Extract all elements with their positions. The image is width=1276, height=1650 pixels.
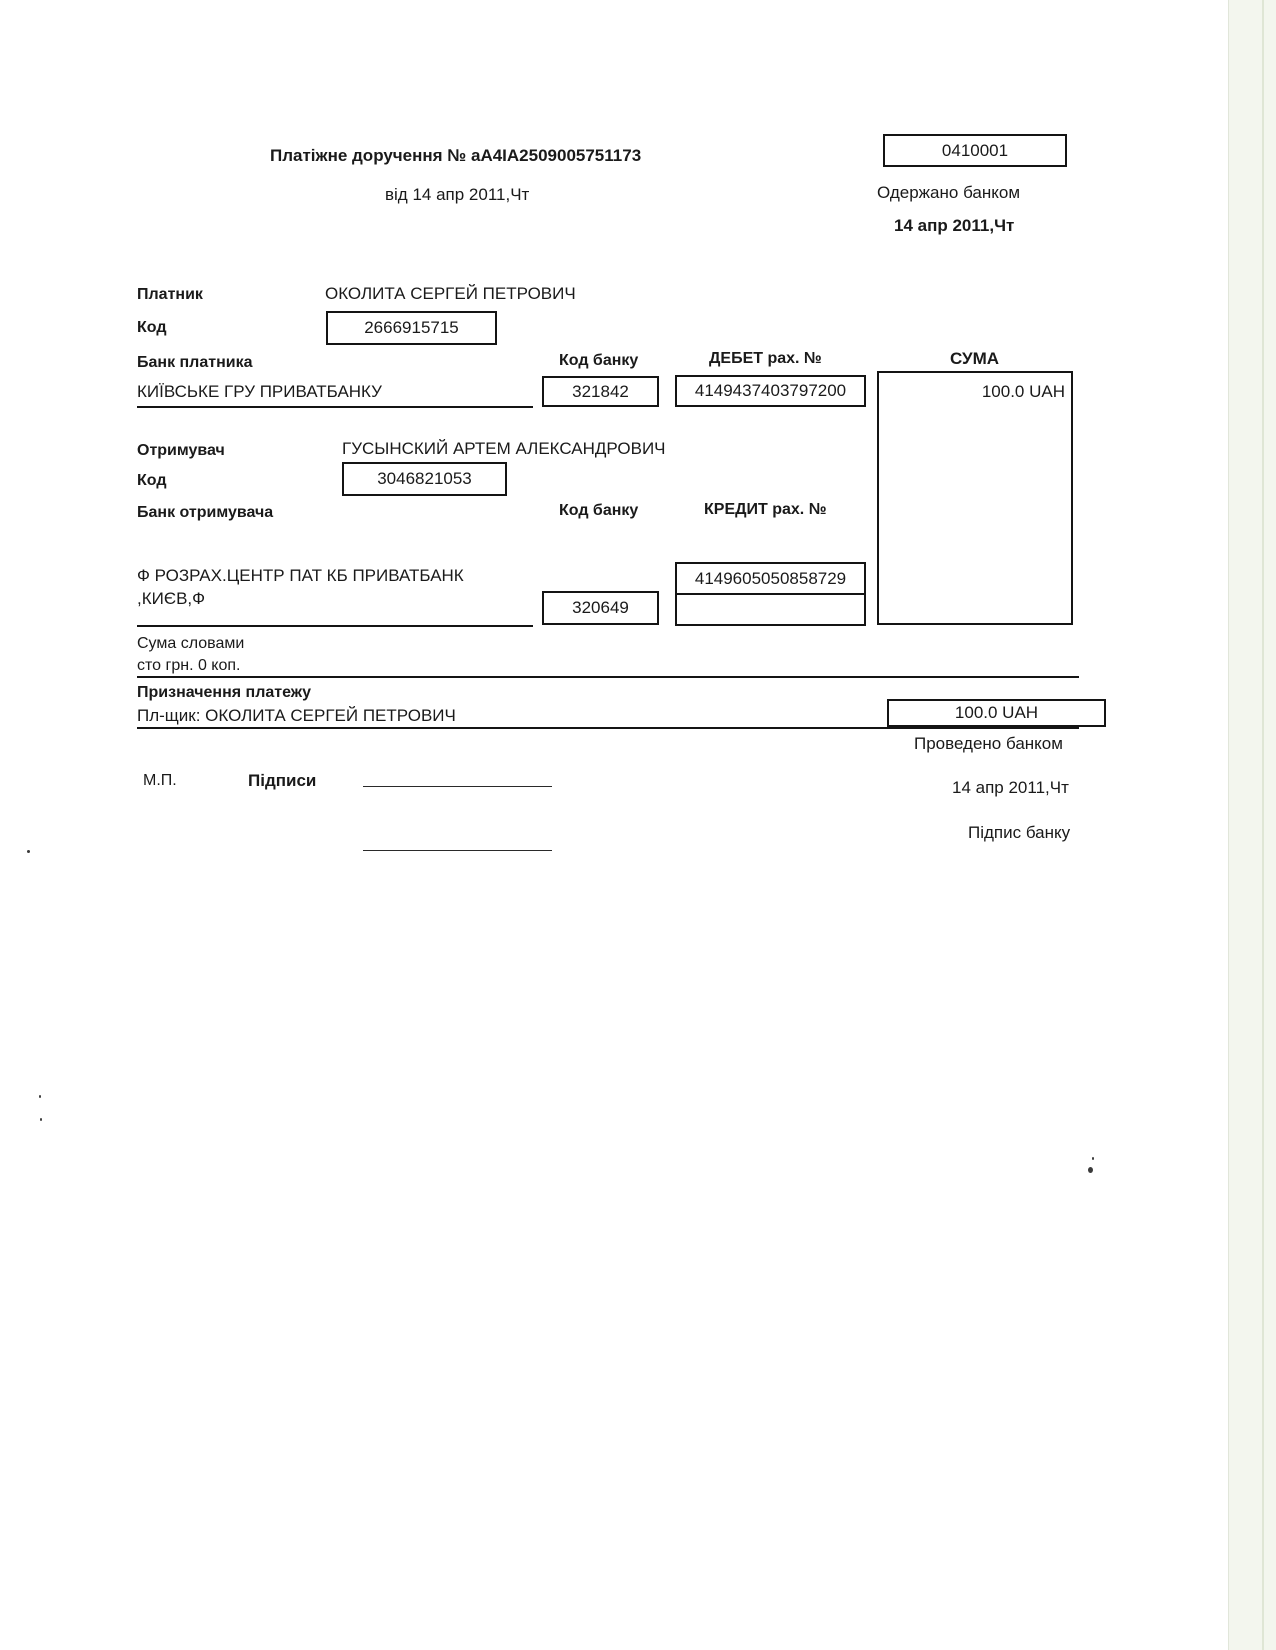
purpose-amount-box: 100.0 UAH	[887, 699, 1106, 727]
document-date: від 14 апр 2011,Чт	[385, 185, 530, 204]
scan-speck	[27, 850, 30, 853]
stamp-label: М.П.	[143, 772, 177, 789]
payer-code-label: Код	[137, 319, 167, 336]
credit-account-box: 4149605050858729	[675, 562, 866, 595]
signatures-label: Підписи	[248, 771, 317, 790]
sum-in-words-value: сто грн. 0 коп.	[137, 657, 241, 674]
purpose-value: Пл-щик: ОКОЛИТА СЕРГЕЙ ПЕТРОВИЧ	[137, 706, 456, 725]
amount-label: СУМА	[950, 349, 1000, 368]
scan-edge	[1228, 0, 1276, 1650]
recipient-code-label: Код	[137, 472, 167, 489]
recipient-bank-code-label: Код банку	[559, 502, 639, 519]
scan-speck	[1092, 1157, 1094, 1160]
recipient-bank-name-line1: Ф РОЗРАХ.ЦЕНТР ПАТ КБ ПРИВАТБАНК	[137, 566, 464, 585]
purpose-underline	[137, 727, 1079, 729]
purpose-label: Призначення платежу	[137, 684, 312, 701]
received-date: 14 апр 2011,Чт	[894, 216, 1015, 235]
sum-in-words-label: Сума словами	[137, 635, 245, 652]
scan-edge-line	[1262, 0, 1264, 1650]
payer-bank-code-label: Код банку	[559, 352, 639, 369]
processed-date: 14 апр 2011,Чт	[952, 778, 1069, 797]
debit-account-label: ДЕБЕТ рах. №	[709, 350, 822, 367]
processed-by-bank-label: Проведено банком	[914, 734, 1063, 753]
signature-line-1	[363, 786, 552, 787]
document-title: Платіжне доручення № аА4ІА2509005751173	[270, 146, 642, 165]
recipient-code-box: 3046821053	[342, 462, 507, 496]
payer-code-box: 2666915715	[326, 311, 497, 345]
scan-speck	[40, 1118, 42, 1121]
amount-value: 100.0 UAH	[981, 382, 1065, 401]
signature-line-2	[363, 850, 552, 851]
payer-bank-underline	[137, 406, 533, 408]
scan-speck	[1088, 1167, 1093, 1173]
amount-box	[877, 371, 1073, 625]
recipient-bank-underline	[137, 625, 533, 627]
payer-bank-name: КИЇВСЬКЕ ГРУ ПРИВАТБАНКУ	[137, 382, 382, 401]
received-by-bank-label: Одержано банком	[877, 183, 1021, 202]
recipient-name: ГУСЫНСКИЙ АРТЕМ АЛЕКСАНДРОВИЧ	[342, 439, 666, 458]
payer-bank-code-box: 321842	[542, 376, 659, 407]
payer-name: ОКОЛИТА СЕРГЕЙ ПЕТРОВИЧ	[325, 284, 576, 303]
payer-label: Платник	[137, 286, 203, 303]
recipient-bank-label: Банк отримувача	[137, 504, 274, 521]
form-code-box: 0410001	[883, 134, 1067, 167]
recipient-bank-name-line2: ,КИЄВ,Ф	[137, 589, 206, 608]
recipient-bank-code-box: 320649	[542, 591, 659, 625]
bank-signature-label: Підпис банку	[968, 823, 1071, 842]
debit-account-box: 4149437403797200	[675, 375, 866, 407]
sum-in-words-underline	[137, 676, 1079, 678]
payer-bank-label: Банк платника	[137, 354, 253, 371]
credit-account-extra-box	[675, 593, 866, 626]
scan-speck	[39, 1095, 41, 1098]
credit-account-label: КРЕДИТ рах. №	[704, 501, 827, 518]
recipient-label: Отримувач	[137, 442, 225, 459]
